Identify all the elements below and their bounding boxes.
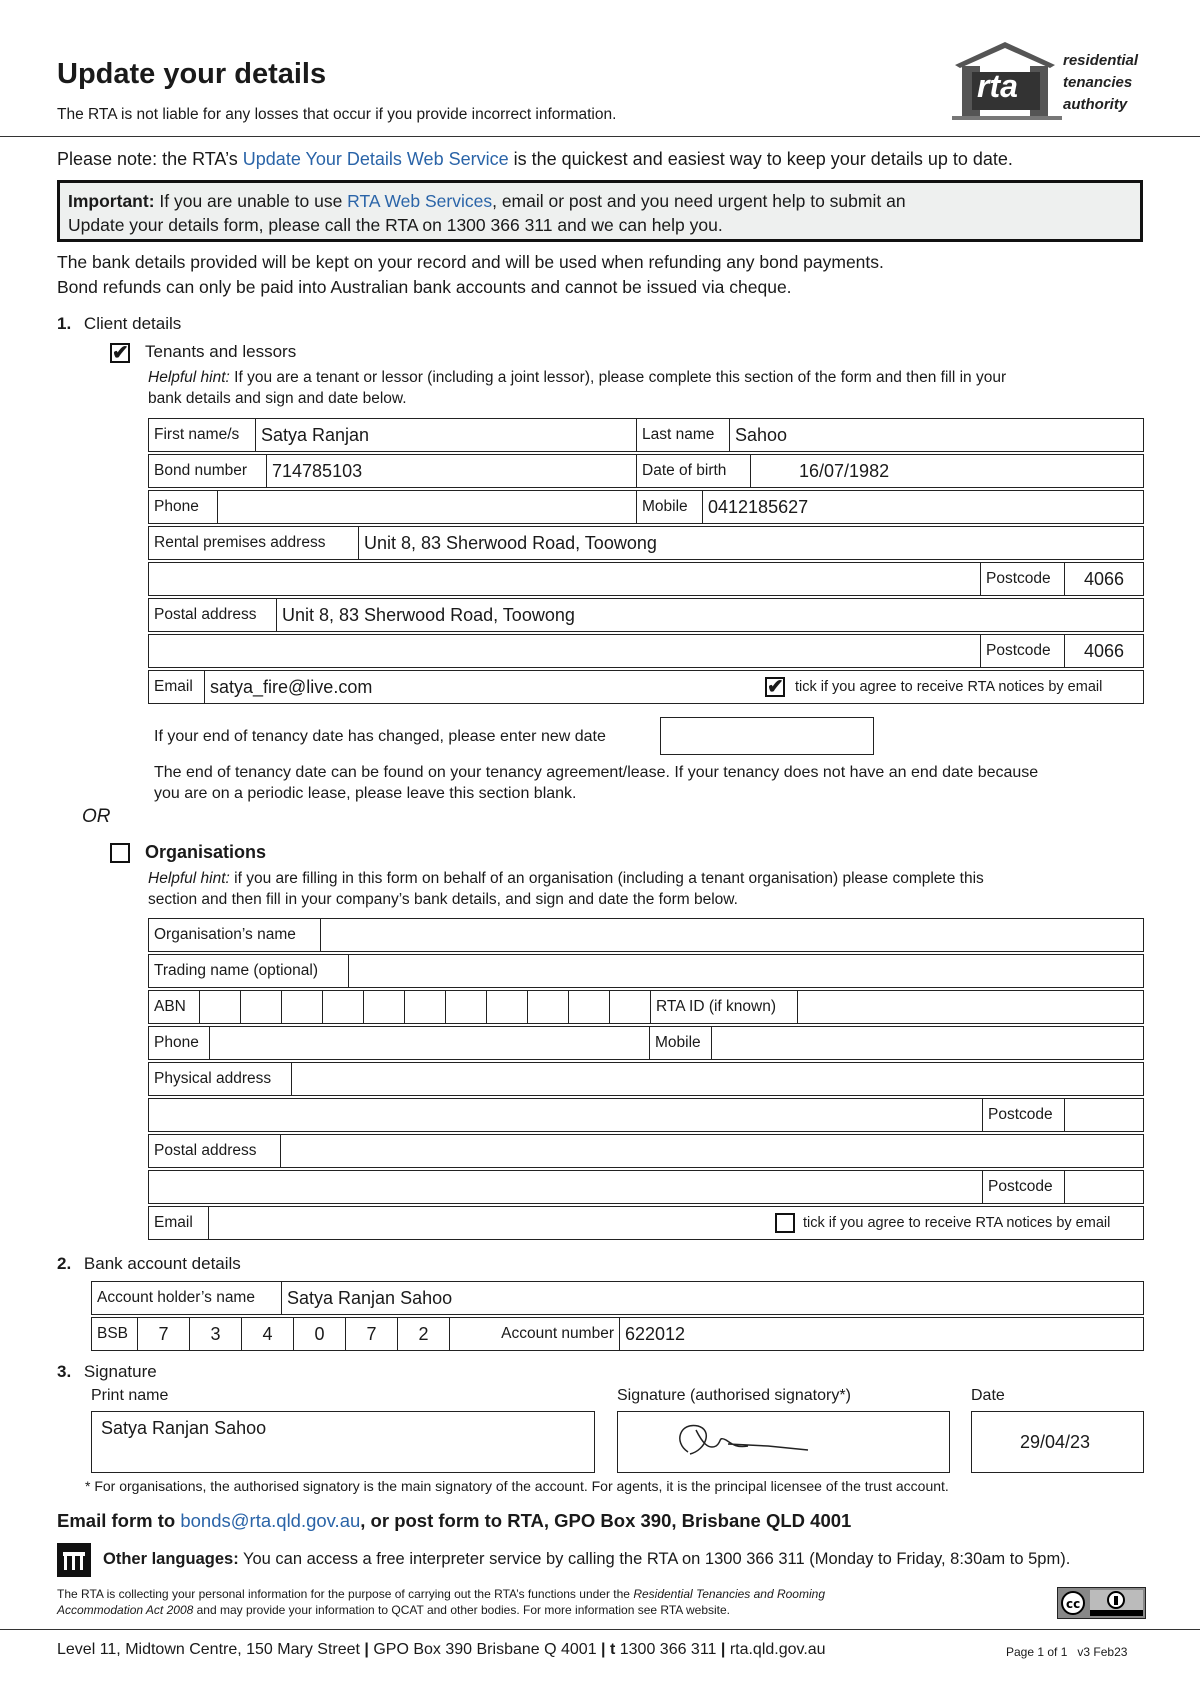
orgs-hint-line2: section and then fill in your company’s bank details, and sign and date the form below. [148,891,738,908]
print-name-label: Print name [91,1387,169,1404]
org-name-label: Organisation’s name [149,919,321,952]
org-email-field[interactable] [209,1207,1144,1240]
trading-name-field[interactable] [349,955,1144,988]
org-postal-postcode-field[interactable] [1065,1171,1144,1204]
bonds-email-link[interactable]: bonds@rta.qld.gov.au [180,1510,361,1531]
org-postal-field[interactable] [281,1135,1144,1168]
tenants-hint-line2: bank details and sign and date below. [148,390,407,407]
end-date-note-line2: you are on a periodic lease, please leave this section blank. [154,785,577,802]
or-separator: OR [82,806,111,827]
trading-name-label: Trading name (optional) [149,955,349,988]
bsb-digit[interactable]: 0 [294,1318,346,1351]
page-number: Page 1 of 1 [1006,1645,1068,1659]
section3-number: 3. [57,1362,72,1381]
logo-mark: rta [977,68,1018,104]
org-row-physical-postcode [148,1098,1144,1132]
first-name-label: First name/s [149,419,256,452]
update-details-link[interactable]: Update Your Details Web Service [242,149,509,169]
rental-postcode-label: Postcode [981,563,1065,596]
org-phone-label: Phone [149,1027,210,1060]
email-field[interactable] [205,671,1144,704]
abn-digit[interactable] [528,991,569,1024]
footer-divider [0,1629,1200,1630]
last-name-label: Last name [637,419,730,452]
tenants-label: Tenants and lessors [145,342,297,361]
bsb-label: BSB [92,1318,138,1351]
tenant-row-rental [148,526,1144,560]
org-mobile-label: Mobile [650,1027,712,1060]
last-name-field[interactable]: Sahoo [730,419,1144,452]
bsb-digit[interactable]: 4 [242,1318,294,1351]
section2-title: Bank account details [83,1254,241,1273]
orgs-hint-line1: if you are filling in this form on behalf of an organisation (including a tenant organisation) please complete this [229,870,984,887]
physical-postcode-field[interactable] [1065,1099,1144,1132]
web-service-note [57,149,1013,170]
signatory-footnote: * For organisations, the authorised signatory is the main signatory of the account. For agents, it is the principal licensee of the trust account. [85,1478,949,1494]
org-row-phone [148,1026,1144,1060]
date-label: Date [971,1387,1005,1404]
org-row-physical [148,1062,1144,1096]
note-suffix: is the quickest and easiest way to keep your details up to date. [508,149,1013,169]
org-email-agree-label: tick if you agree to receive RTA notices by email [803,1215,1111,1231]
privacy-act-part2: Accommodation Act 2008 [57,1603,194,1617]
bond-number-label: Bond number [149,455,267,488]
postal-postcode-field[interactable]: 4066 [1065,635,1144,668]
footer-phone-label: t [609,1641,616,1658]
rta-logo [950,40,1150,120]
footer-phone: 1300 366 311 [619,1641,717,1658]
bank-note-line2: Bond refunds can only be paid into Australian bank accounts and cannot be issued via cheque. [57,277,792,297]
bsb-digit[interactable]: 3 [190,1318,242,1351]
liability-note: The RTA is not liable for any losses that occur if you provide incorrect information. [57,106,617,123]
footer-address: Level 11, Midtown Centre, 150 Mary Street [57,1641,360,1658]
org-name-field[interactable] [321,919,1144,952]
print-name-value: Satya Ranjan Sahoo [101,1418,267,1438]
section3-heading [57,1362,157,1382]
org-email-label: Email [149,1207,209,1240]
tenant-row-bond [148,454,1144,488]
signature-field[interactable] [617,1411,950,1473]
tenant-row-postal-postcode [148,634,1144,668]
submission-instructions [57,1510,851,1532]
privacy-act-part1: Residential Tenancies and Rooming [633,1587,825,1601]
account-holder-label: Account holder’s name [92,1282,282,1315]
organisations-hint [148,868,984,910]
important-part1: If you are unable to use [154,191,348,211]
account-holder-field[interactable]: Satya Ranjan Sahoo [282,1282,1144,1315]
tenant-row-email [148,670,1144,704]
handwritten-signature [618,1412,951,1474]
rta-id-field[interactable] [798,991,1144,1024]
abn-digit[interactable] [405,991,446,1024]
note-prefix: Please note: the RTA’s [57,149,243,169]
org-row-name [148,918,1144,952]
section2-heading [57,1254,241,1274]
org-phone-field[interactable] [210,1027,650,1060]
abn-digit[interactable] [323,991,364,1024]
email-agree-label: tick if you agree to receive RTA notices by email [795,679,1103,695]
abn-digit[interactable] [569,991,610,1024]
physical-address-field[interactable] [292,1063,1144,1096]
email-label: Email [149,671,205,704]
first-name-field[interactable]: Satya Ranjan [256,419,637,452]
footer-website[interactable]: rta.qld.gov.au [729,1641,826,1658]
org-row-postal-postcode [148,1170,1144,1204]
date-value: 29/04/23 [1020,1432,1091,1452]
tenants-hint-line1: If you are a tenant or lessor (including a joint lessor), please complete this section of the form and then fill in your [229,369,1007,386]
org-row-abn [148,990,1144,1024]
logo-line-2: tenancies [1063,74,1133,91]
footer-page-info [1006,1645,1127,1659]
important-box [57,180,1143,242]
org-mobile-field[interactable] [712,1027,1144,1060]
dob-field[interactable]: 16/07/1982 [751,455,1144,488]
postal-address-field[interactable]: Unit 8, 83 Sherwood Road, Toowong [277,599,1144,632]
org-row-postal [148,1134,1144,1168]
abn-digit[interactable] [364,991,405,1024]
postal-address-label: Postal address [149,599,277,632]
org-row-trading [148,954,1144,988]
other-languages-note [103,1550,1070,1569]
phone-field[interactable] [218,491,637,524]
bsb-digit[interactable]: 7 [138,1318,190,1351]
tenant-row-rental-postcode [148,562,1144,596]
rta-web-services-link[interactable]: RTA Web Services [347,191,493,211]
rental-address-line2[interactable] [149,563,981,596]
tenant-row-names [148,418,1144,452]
account-number-field[interactable]: 622012 [620,1318,1144,1351]
mobile-label: Mobile [637,491,703,524]
privacy-line2: and may provide your information to QCAT and other bodies. For more information see RTA website. [193,1603,730,1617]
privacy-statement [57,1586,825,1618]
important-line2: Update your details form, please call the RTA on 1300 366 311 and we can help you. [68,215,723,235]
tenants-hint [148,367,1006,409]
bank-row-bsb [91,1317,1144,1351]
abn-digit[interactable] [487,991,528,1024]
email-post-prefix: Email form to [57,1510,181,1531]
end-date-note [154,762,1038,804]
abn-digit[interactable] [282,991,323,1024]
orgs-hint-label: Helpful hint: [148,870,230,887]
org-row-email [148,1206,1144,1240]
bond-number-field[interactable]: 714785103 [267,455,637,488]
physical-postcode-label: Postcode [983,1099,1065,1132]
abn-digit[interactable] [200,991,241,1024]
bank-note [57,250,884,300]
logo-line-1: residential [1063,52,1139,69]
abn-digit[interactable] [446,991,487,1024]
abn-digit[interactable] [241,991,282,1024]
dob-label: Date of birth [637,455,751,488]
tenant-row-postal [148,598,1144,632]
bank-row-holder [91,1281,1144,1315]
important-part2: , email or post and you need urgent help to submit an [492,191,906,211]
section3-title: Signature [83,1362,157,1381]
important-label: Important: [68,191,155,211]
rental-postcode-field[interactable]: 4066 [1065,563,1144,596]
signature-label: Signature (authorised signatory*) [617,1387,851,1404]
org-email-agree-checkbox[interactable] [775,1213,795,1233]
tenants-checkbox[interactable]: ✔ [112,342,129,364]
abn-label: ABN [149,991,200,1024]
svg-text:cc: cc [1066,1597,1081,1611]
physical-address-line2[interactable] [149,1099,983,1132]
organisations-label: Organisations [145,842,267,862]
cc-by-icon [1058,1588,1145,1618]
section1-heading [57,314,181,334]
interpreter-glyph-icon [57,1543,91,1577]
abn-digit[interactable] [610,991,651,1024]
email-post-suffix: , or post form to RTA, GPO Box 390, Brisbane QLD 4001 [360,1510,852,1531]
postal-postcode-label: Postcode [981,635,1065,668]
org-postal-line2[interactable] [149,1171,983,1204]
print-name-field[interactable] [91,1411,595,1473]
logo-line-3: authority [1063,96,1128,113]
org-postal-label: Postal address [149,1135,281,1168]
postal-address-line2[interactable] [149,635,981,668]
physical-address-label: Physical address [149,1063,292,1096]
other-languages-text: You can access a free interpreter service by calling the RTA on 1300 366 311 (Monday to Friday, 8:30am to 5pm). [238,1550,1071,1568]
bsb-digit[interactable]: 2 [398,1318,450,1351]
section1-number: 1. [57,314,72,333]
email-value: satya_fire@live.com [210,676,373,697]
rta-id-label: RTA ID (if known) [651,991,798,1024]
other-languages-label: Other languages: [103,1550,239,1568]
rental-address-field[interactable]: Unit 8, 83 Sherwood Road, Toowong [359,527,1144,560]
mobile-field[interactable]: 0412185627 [703,491,1144,524]
creative-commons-icon [1057,1587,1146,1619]
privacy-line1: The RTA is collecting your personal information for the purpose of carrying out the RTA’s functions under the [57,1587,634,1601]
page-title: Update your details [57,58,327,90]
end-date-field[interactable] [660,717,874,755]
footer-gpo: GPO Box 390 Brisbane Q 4001 [373,1641,597,1658]
header-divider [0,136,1200,137]
interpreter-icon [57,1543,91,1577]
org-postal-postcode-label: Postcode [983,1171,1065,1204]
date-field[interactable] [971,1411,1144,1473]
email-agree-checkbox[interactable]: ✔ [767,676,784,698]
rental-address-label: Rental premises address [149,527,359,560]
end-date-label: If your end of tenancy date has changed, please enter new date [154,728,606,745]
section2-number: 2. [57,1254,72,1273]
footer-contact: Level 11, Midtown Centre, 150 Mary Street | GPO Box 390 Brisbane Q 4001 | t 1300 366 311 | rta.qld.gov.au [57,1641,826,1658]
account-number-label: Account number [450,1318,620,1351]
form-version: v3 Feb23 [1077,1645,1128,1659]
end-date-note-line1: The end of tenancy date can be found on your tenancy agreement/lease. If your tenancy does not have an end date because [154,764,1039,781]
phone-label: Phone [149,491,218,524]
bsb-digit[interactable]: 7 [346,1318,398,1351]
tenant-row-phone [148,490,1144,524]
bank-note-line1: The bank details provided will be kept on your record and will be used when refunding any bond payments. [57,252,884,272]
organisations-checkbox[interactable] [110,843,130,863]
section1-title: Client details [83,314,182,333]
tenants-hint-label: Helpful hint: [148,369,230,386]
